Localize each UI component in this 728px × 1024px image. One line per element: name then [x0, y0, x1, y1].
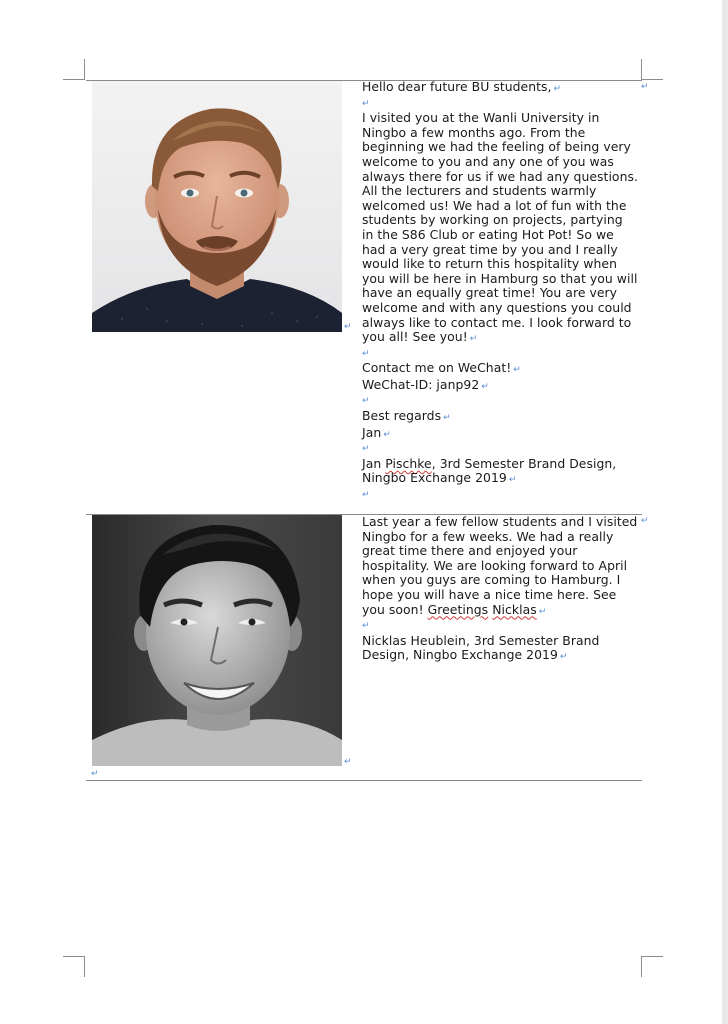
paragraph-mark: ↵ — [443, 413, 451, 424]
crop-mark-top-left — [63, 79, 84, 80]
greeting-line — [362, 80, 638, 97]
crop-mark-top-right — [641, 59, 642, 80]
table-bottom-border — [86, 780, 642, 781]
page-edge — [722, 0, 728, 1024]
body-text: I visited you at the Wanli University in Ningbo a few months ago. From the beginning we had the feeling of being very welcome to you and any one of you was always there for us if we had any questions. All the lecturers and students warmly welcomed us! We had a lot of fun with the students by working on projects, partying in the S86 Club or eating Hot Pot! So we had a very great time by you and I really would like to return this hospitality when you will be here in Hamburg so that you will have an equally great time! You are very welcome and with any questions you could always like to contact me. I look forward to you all! See you! — [362, 110, 638, 345]
cell-end-mark: ↵ — [344, 757, 352, 767]
paragraph-mark: ↵ — [383, 429, 391, 440]
greeting-text: Hello dear future BU students, — [362, 79, 552, 94]
paragraph-mark: ↵ — [553, 84, 562, 94]
crop-mark-top-left — [84, 59, 85, 80]
signature-details: , 3rd Semester Brand Design, Ningbo Exchange 2019 — [362, 455, 617, 486]
crop-mark-top-right — [642, 79, 663, 80]
paragraph-mark: ↵ — [513, 365, 521, 376]
testimonial-jan-text — [362, 80, 638, 503]
signature-line — [362, 634, 638, 665]
name-text: Jan — [362, 424, 382, 440]
portrait-photo-nicklas — [92, 515, 342, 766]
paragraph-mark: ↵ — [559, 652, 568, 663]
signature-last-name: Pischke — [385, 455, 432, 471]
portrait-photo-jan — [92, 81, 342, 332]
testimonial-body — [362, 111, 638, 347]
row-end-mark: ↵ — [641, 516, 649, 526]
name-line — [362, 426, 638, 443]
contact-text: Contact me on WeChat! — [362, 360, 512, 376]
paragraph-mark: ↵ — [538, 606, 547, 617]
paragraph-mark: ↵ — [362, 348, 370, 359]
signature-first-name: Jan — [362, 455, 386, 471]
testimonial-body — [362, 515, 638, 619]
body-text: Last year a few fellow students and I visited Ningbo for a few weeks. We had a really great time there and enjoyed your hospitality. We are looking forward to April when you guys are coming to Hamburg. I hope you will have a nice time here. See you soon! — [362, 514, 638, 617]
paragraph-mark: ↵ — [469, 334, 478, 345]
paragraph-mark: ↵ — [481, 381, 489, 392]
name-word: Nicklas — [492, 601, 537, 617]
paragraph-mark: ↵ — [91, 769, 99, 779]
testimonial-nicklas-text — [362, 515, 638, 665]
paragraph-mark: ↵ — [362, 444, 370, 455]
paragraph-mark: ↵ — [362, 98, 370, 109]
crop-mark-bottom-left — [84, 956, 85, 977]
paragraph-mark: ↵ — [362, 490, 370, 501]
crop-mark-bottom-left — [63, 956, 84, 957]
crop-mark-bottom-right — [642, 956, 663, 957]
closing-line — [362, 409, 638, 426]
contact-line — [362, 361, 638, 378]
paragraph-mark: ↵ — [362, 396, 370, 407]
paragraph-mark: ↵ — [508, 475, 517, 486]
wechat-id-text: WeChat-ID: janp92 — [362, 376, 480, 392]
cell-end-mark: ↵ — [344, 322, 352, 332]
crop-mark-bottom-right — [641, 956, 642, 977]
signature-line — [362, 457, 638, 488]
row-end-mark: ↵ — [641, 82, 649, 92]
wechat-id-line — [362, 378, 638, 395]
signature-text: Nicklas Heublein, 3rd Semester Brand Design, Ningbo Exchange 2019 — [362, 632, 600, 663]
greetings-word: Greetings — [427, 601, 489, 617]
paragraph-mark: ↵ — [362, 621, 370, 632]
closing-text: Best regards — [362, 408, 442, 424]
